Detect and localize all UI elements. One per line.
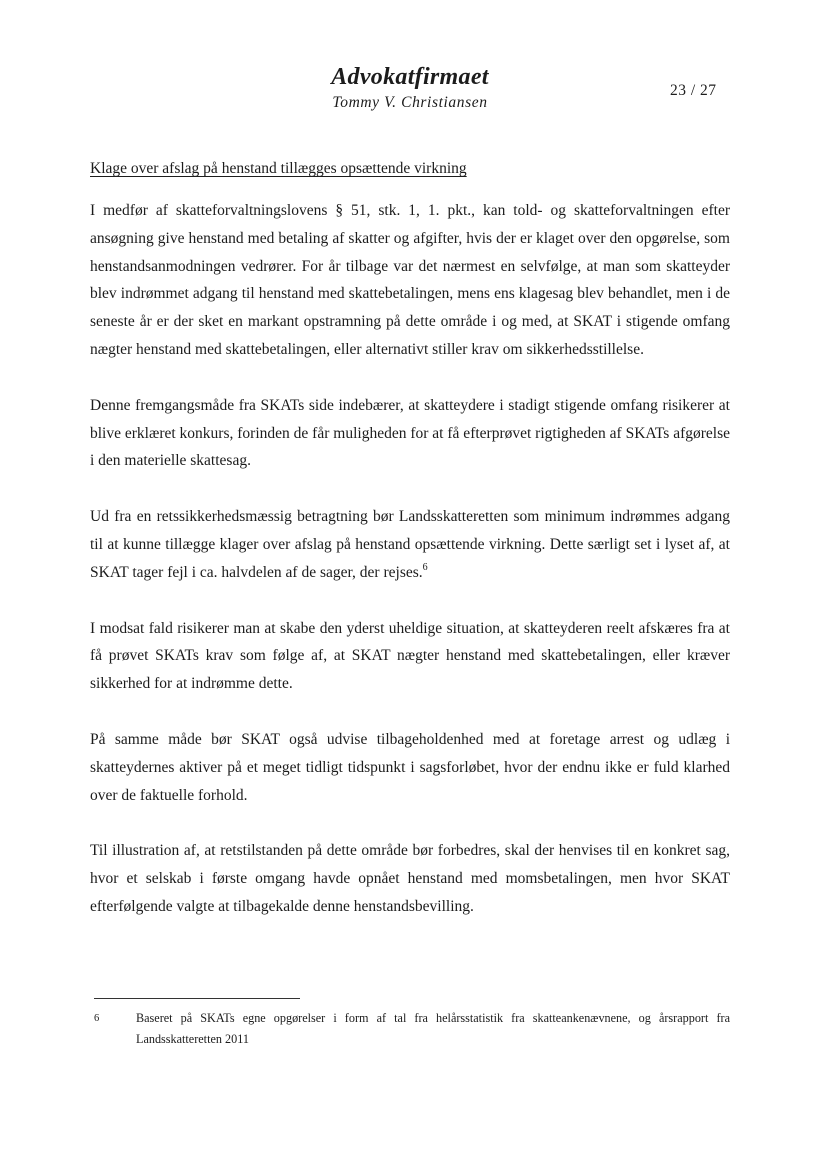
- paragraph: I medfør af skatteforvaltningslovens § 51, stk. 1, 1. pkt., kan told- og skatteforvaltningen efter ansøgning give henstand med betaling af skatter og afgifter, hvis der er klaget over den opgørelse, som henstandsanmodningen vedrører. For år tilbage var det nærmest en selvfølge, at man som skatteyder blev indrømmet adgang til henstand med skattebetalingen, mens ens klagesag blev behandlet, men i de seneste år er der sket en markant opstramning på dette område i og med, at SKAT i stigende omfang nægter henstand med skattebetalingen, eller alternativt stiller krav om sikkerhedsstillelse.: [90, 202, 730, 358]
- footnote-text: Baseret på SKATs egne opgørelser i form af tal fra helårsstatistik fra skatteankenævnene, og årsrapport fra Landsskatteretten 2011: [136, 1011, 730, 1046]
- page-number: 23 / 27: [670, 82, 717, 99]
- paragraph: I modsat fald risikerer man at skabe den yderst uheldige situation, at skatteyderen reelt afskæres fra at få prøvet SKATs krav som følge af, at SKAT nægter henstand med skattebetalingen, eller kræver sikkerhed for at indrømme dette.: [90, 619, 730, 693]
- letterhead: [250, 62, 570, 114]
- firm-name: Advokatfirmaet: [331, 64, 489, 90]
- paragraph: Denne fremgangsmåde fra SKATs side indebærer, at skatteydere i stadigt stigende omfang risikerer at blive erklæret konkurs, forinden de får muligheden for at få efterprøvet rigtigheden af SKATs afgørelse i den materielle skattesag.: [90, 396, 730, 470]
- section-heading: Klage over afslag på henstand tillægges opsættende virkning: [90, 160, 467, 177]
- paragraph: På samme måde bør SKAT også udvise tilbageholdenhed med at foretage arrest og udlæg i skatteydernes aktiver på et meget tidligt tidspunkt i sagsforløbet, hvor der endnu ikke er fuld klarhed over de faktuelle forhold.: [90, 730, 730, 804]
- firm-person: Tommy V. Christiansen: [332, 94, 488, 111]
- footnote-reference[interactable]: 6: [422, 561, 428, 573]
- footnote-number: 6: [94, 1013, 100, 1024]
- paragraph-text: Ud fra en retssikkerhedsmæssig betragtning bør Landsskatteretten som minimum indrømmes adgang til at kunne tillægge klager over afslag på henstand opsættende virkning. Dette særligt set i lyset af, at SKAT tager fejl i ca. halvdelen af de sager, der rejses.: [90, 508, 730, 581]
- body-text: [90, 197, 730, 949]
- paragraph-with-footnote: [90, 503, 730, 586]
- paragraph: Til illustration af, at retstilstanden på dette område bør forbedres, skal der henvises til en konkret sag, hvor et selskab i første omgang havde opnået henstand med momsbetalingen, men hvor SKAT efterfølgende valgte at tilbagekalde denne henstandsbevilling.: [90, 842, 730, 915]
- footnote-divider: [94, 998, 300, 999]
- footnote: [94, 1008, 730, 1050]
